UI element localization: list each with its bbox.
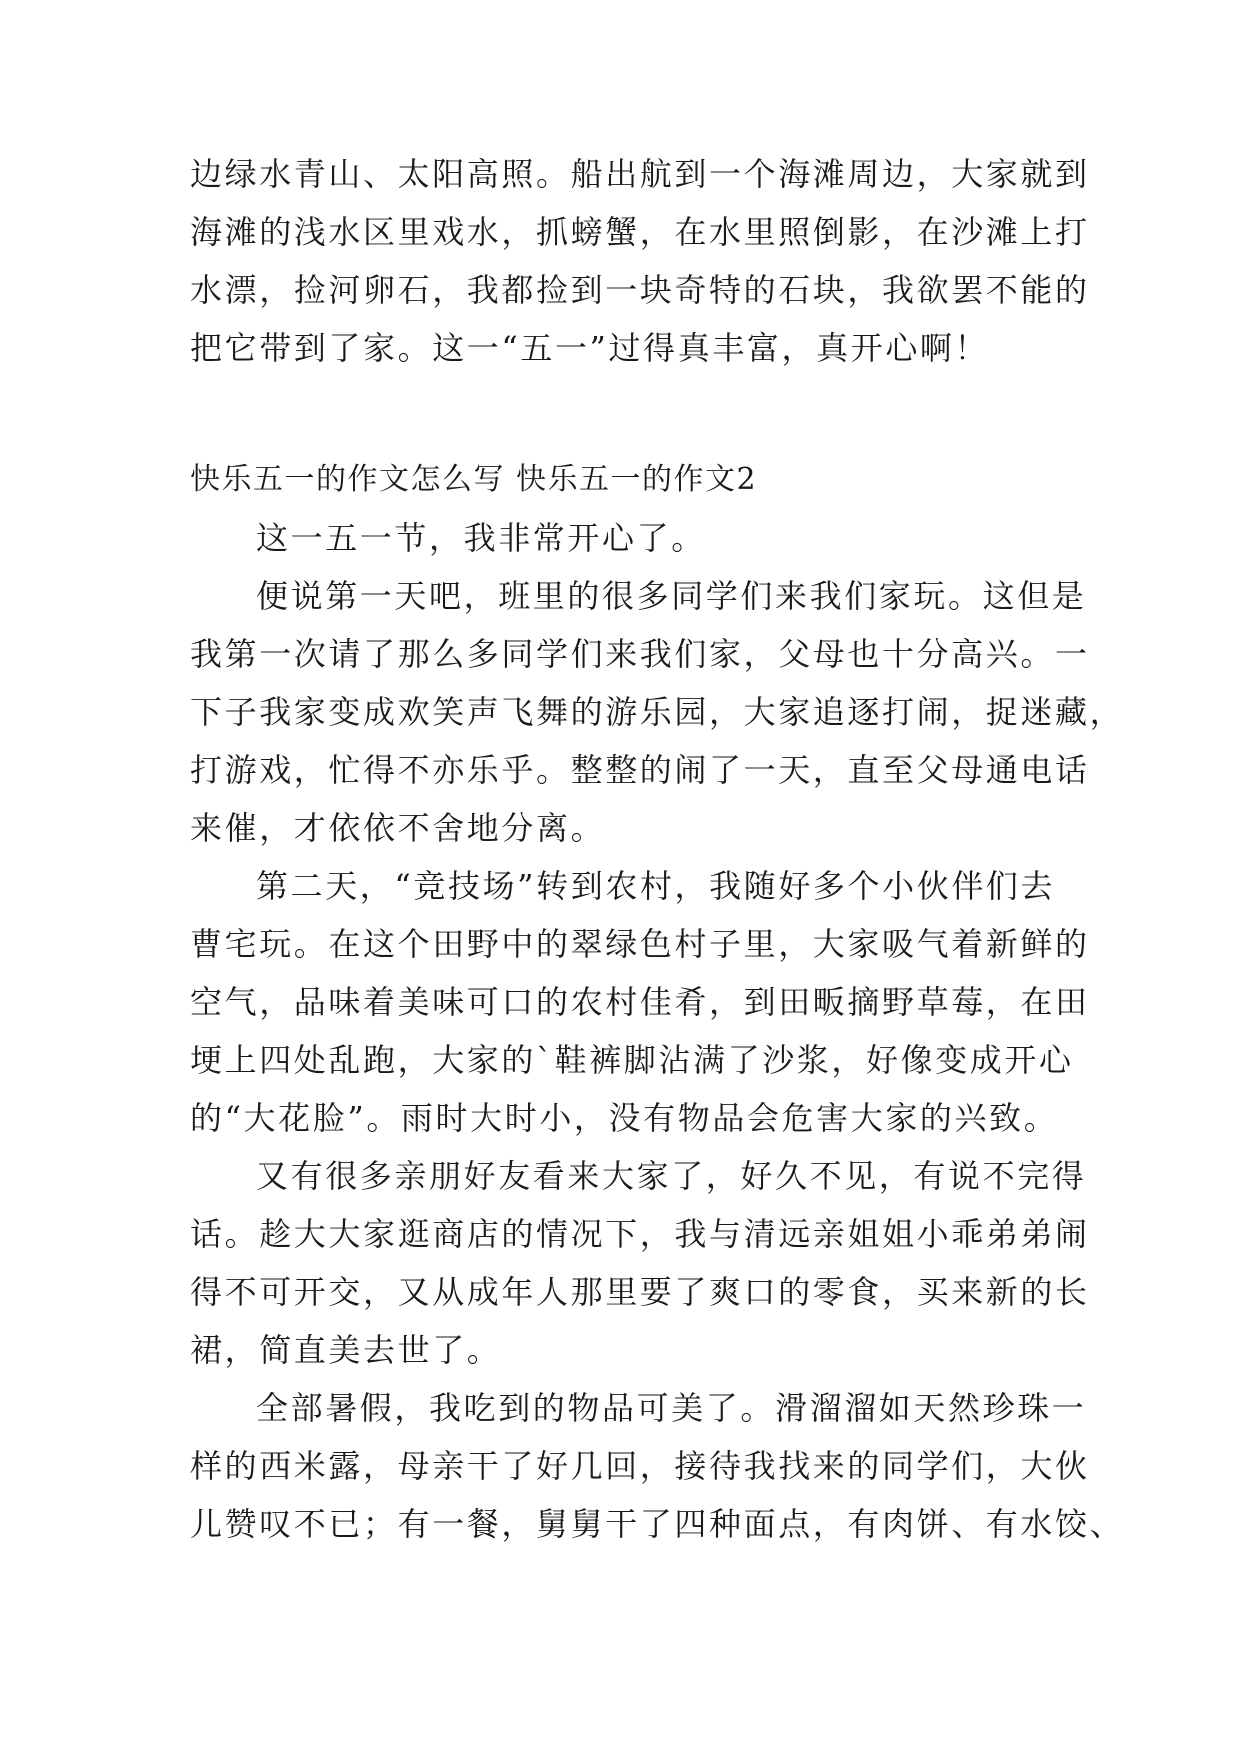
paragraph-line: 的“大花脸”。雨时大时小，没有物品会危害大家的兴致。 xyxy=(190,1099,1059,1137)
essay-body xyxy=(190,509,1125,1553)
section-heading: 快乐五一的作文怎么写 快乐五一的作文2 xyxy=(190,462,758,497)
paragraph-line: 便说第一天吧，班里的很多同学们来我们家玩。这但是 xyxy=(256,577,1087,615)
paragraph-3 xyxy=(190,857,1090,1147)
paragraph-line: 水漂，捡河卵石，我都捡到一块奇特的石块，我欲罢不能的 xyxy=(190,271,1090,309)
paragraph-5 xyxy=(190,1379,1125,1553)
paragraph-line: 来催，才依依不舍地分离。 xyxy=(190,809,606,847)
paragraph-line: 又有很多亲朋好友看来大家了，好久不见，有说不完得 xyxy=(256,1157,1087,1195)
paragraph-line: 全部暑假，我吃到的物品可美了。滑溜溜如天然珍珠一 xyxy=(256,1389,1087,1427)
paragraph-line: 打游戏，忙得不亦乐乎。整整的闹了一天，直至父母通电话 xyxy=(190,751,1090,789)
paragraph-line: 第二天，“竞技场”转到农村，我随好多个小伙伴们去 xyxy=(256,867,1056,905)
paragraph-line: 我第一次请了那么多同学们来我们家，父母也十分高兴。一 xyxy=(190,635,1090,673)
paragraph-line: 埂上四处乱跑，大家的`鞋裤脚沾满了沙浆，好像变成开心 xyxy=(190,1041,1074,1079)
paragraph-line: 话。趁大大家逛商店的情况下，我与清远亲姐姐小乖弟弟闹 xyxy=(190,1215,1090,1253)
intro-paragraph xyxy=(190,145,1090,377)
paragraph-line: 得不可开交，又从成年人那里要了爽口的零食，买来新的长 xyxy=(190,1273,1090,1311)
paragraph-line: 空气，品味着美味可口的农村佳肴，到田畈摘野草莓，在田 xyxy=(190,983,1090,1021)
paragraph-line: 曹宅玩。在这个田野中的翠绿色村子里，大家吸气着新鲜的 xyxy=(190,925,1090,963)
paragraph-line: 下子我家变成欢笑声飞舞的游乐园，大家追逐打闹，捉迷藏， xyxy=(190,693,1125,731)
paragraph-line: 海滩的浅水区里戏水，抓螃蟹，在水里照倒影，在沙滩上打 xyxy=(190,213,1090,251)
paragraph-line: 儿赞叹不已；有一餐，舅舅干了四种面点，有肉饼、有水饺、 xyxy=(190,1505,1125,1543)
paragraph-line: 样的西米露，母亲干了好几回，接待我找来的同学们，大伙 xyxy=(190,1447,1090,1485)
paragraph-2 xyxy=(190,567,1125,857)
paragraph-line: 把它带到了家。这一“五一”过得真丰富，真开心啊！ xyxy=(190,329,990,367)
paragraph-1 xyxy=(190,509,1060,567)
paragraph-line: 这一五一节，我非常开心了。 xyxy=(256,519,706,557)
paragraph-4 xyxy=(190,1147,1090,1379)
paragraph-line: 边绿水青山、太阳高照。船出航到一个海滩周边，大家就到 xyxy=(190,155,1090,193)
paragraph-line: 裙，简直美去世了。 xyxy=(190,1331,502,1369)
